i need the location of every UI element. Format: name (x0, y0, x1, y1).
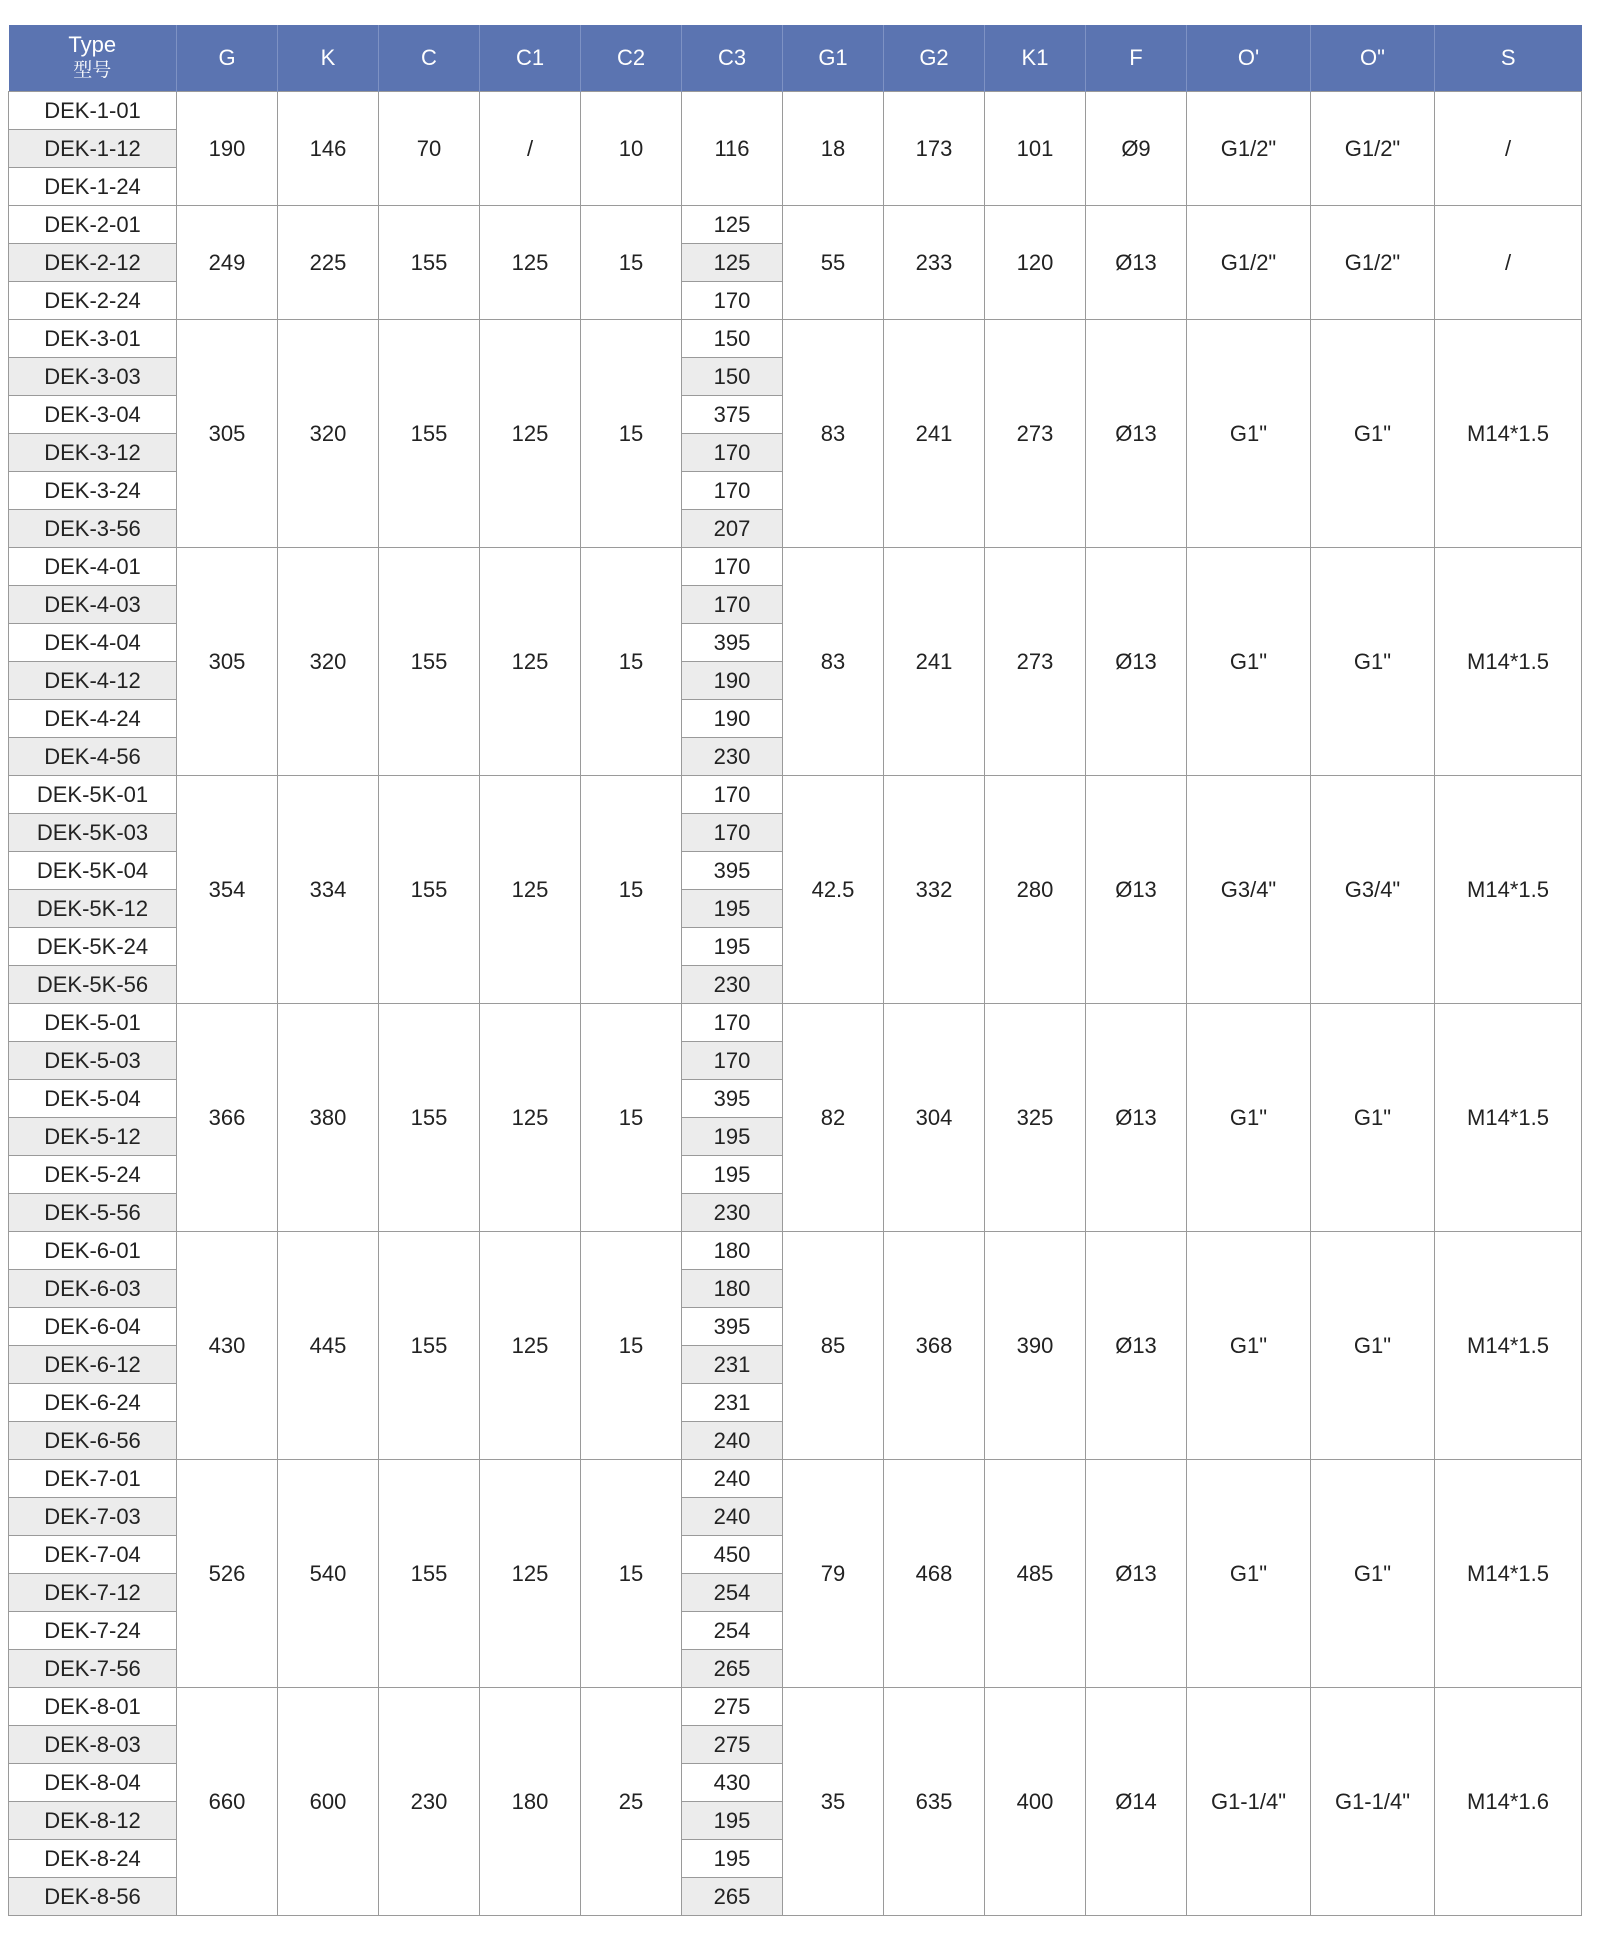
type-cell: DEK-3-24 (9, 472, 177, 510)
table-row (9, 206, 1582, 244)
value-g: 526 (177, 1460, 278, 1688)
value-k1: 400 (985, 1688, 1086, 1916)
value-k: 320 (278, 320, 379, 548)
value-c1: 125 (480, 1460, 581, 1688)
value-f: Ø13 (1086, 1232, 1187, 1460)
value-c3: 170 (682, 434, 783, 472)
value-c3: 195 (682, 1840, 783, 1878)
type-cell: DEK-5-03 (9, 1042, 177, 1080)
value-k: 334 (278, 776, 379, 1004)
value-f: Ø13 (1086, 206, 1187, 320)
value-c3: 125 (682, 244, 783, 282)
header-type (9, 25, 177, 92)
value-f: Ø13 (1086, 320, 1187, 548)
header-col: C3 (682, 25, 783, 92)
value-c2: 15 (581, 1232, 682, 1460)
value-o1: G1" (1187, 1460, 1311, 1688)
value-c2: 15 (581, 320, 682, 548)
type-cell: DEK-5K-56 (9, 966, 177, 1004)
type-cell: DEK-7-03 (9, 1498, 177, 1536)
table-row (9, 92, 1582, 130)
type-cell: DEK-5-56 (9, 1194, 177, 1232)
header-col: O" (1311, 25, 1435, 92)
value-c3: 195 (682, 928, 783, 966)
type-cell: DEK-6-04 (9, 1308, 177, 1346)
value-k: 540 (278, 1460, 379, 1688)
value-c3: 231 (682, 1346, 783, 1384)
value-g: 190 (177, 92, 278, 206)
value-g1: 79 (783, 1460, 884, 1688)
value-f: Ø13 (1086, 1004, 1187, 1232)
value-c3: 195 (682, 890, 783, 928)
value-c3: 375 (682, 396, 783, 434)
value-c3: 231 (682, 1384, 783, 1422)
value-c3: 240 (682, 1498, 783, 1536)
type-cell: DEK-2-24 (9, 282, 177, 320)
type-cell: DEK-5-24 (9, 1156, 177, 1194)
type-cell: DEK-4-12 (9, 662, 177, 700)
table-row (9, 776, 1582, 814)
value-k1: 280 (985, 776, 1086, 1004)
value-g2: 233 (884, 206, 985, 320)
value-c: 155 (379, 1232, 480, 1460)
value-s: M14*1.5 (1435, 548, 1582, 776)
value-c3: 430 (682, 1764, 783, 1802)
value-o1: G1/2" (1187, 206, 1311, 320)
value-c1: 125 (480, 1232, 581, 1460)
value-k: 146 (278, 92, 379, 206)
value-c3: 275 (682, 1688, 783, 1726)
value-c2: 15 (581, 776, 682, 1004)
value-c3: 170 (682, 586, 783, 624)
value-g2: 241 (884, 320, 985, 548)
value-o1: G1" (1187, 1004, 1311, 1232)
value-c3: 190 (682, 662, 783, 700)
type-cell: DEK-3-04 (9, 396, 177, 434)
value-c2: 15 (581, 1460, 682, 1688)
value-g1: 85 (783, 1232, 884, 1460)
value-c1: 125 (480, 1004, 581, 1232)
value-c3: 116 (682, 92, 783, 206)
value-g1: 18 (783, 92, 884, 206)
type-cell: DEK-6-12 (9, 1346, 177, 1384)
value-c1: 180 (480, 1688, 581, 1916)
value-f: Ø9 (1086, 92, 1187, 206)
header-type-en: Type (68, 32, 117, 57)
value-c3: 190 (682, 700, 783, 738)
type-cell: DEK-4-03 (9, 586, 177, 624)
value-o2: G1/2" (1311, 92, 1435, 206)
header-col: C1 (480, 25, 581, 92)
value-c3: 230 (682, 966, 783, 1004)
type-cell: DEK-4-24 (9, 700, 177, 738)
type-cell: DEK-8-24 (9, 1840, 177, 1878)
value-g1: 42.5 (783, 776, 884, 1004)
value-k1: 485 (985, 1460, 1086, 1688)
value-o1: G1" (1187, 548, 1311, 776)
type-cell: DEK-6-24 (9, 1384, 177, 1422)
type-cell: DEK-5K-03 (9, 814, 177, 852)
value-c2: 15 (581, 548, 682, 776)
value-f: Ø13 (1086, 1460, 1187, 1688)
value-g: 305 (177, 548, 278, 776)
value-c3: 170 (682, 1042, 783, 1080)
value-c3: 254 (682, 1574, 783, 1612)
value-g1: 55 (783, 206, 884, 320)
value-c3: 195 (682, 1156, 783, 1194)
value-k1: 390 (985, 1232, 1086, 1460)
table-row (9, 548, 1582, 586)
value-g: 430 (177, 1232, 278, 1460)
value-c3: 180 (682, 1270, 783, 1308)
value-c2: 15 (581, 206, 682, 320)
header-type-zh: 型号 (73, 60, 112, 81)
table-row (9, 1460, 1582, 1498)
type-cell: DEK-8-04 (9, 1764, 177, 1802)
value-k: 320 (278, 548, 379, 776)
value-c3: 395 (682, 852, 783, 890)
value-c3: 395 (682, 1308, 783, 1346)
type-cell: DEK-7-12 (9, 1574, 177, 1612)
value-f: Ø13 (1086, 548, 1187, 776)
type-cell: DEK-6-03 (9, 1270, 177, 1308)
header-col: K (278, 25, 379, 92)
value-c3: 254 (682, 1612, 783, 1650)
type-cell: DEK-5-01 (9, 1004, 177, 1042)
type-cell: DEK-2-12 (9, 244, 177, 282)
value-g2: 241 (884, 548, 985, 776)
value-c: 155 (379, 1460, 480, 1688)
value-g2: 635 (884, 1688, 985, 1916)
value-c3: 265 (682, 1878, 783, 1916)
type-cell: DEK-5-04 (9, 1080, 177, 1118)
type-cell: DEK-4-01 (9, 548, 177, 586)
type-cell: DEK-5K-12 (9, 890, 177, 928)
value-c3: 170 (682, 472, 783, 510)
value-c3: 240 (682, 1460, 783, 1498)
header-col: G (177, 25, 278, 92)
value-g2: 173 (884, 92, 985, 206)
value-c: 155 (379, 776, 480, 1004)
value-c: 155 (379, 320, 480, 548)
value-g1: 83 (783, 548, 884, 776)
value-g: 354 (177, 776, 278, 1004)
value-k1: 101 (985, 92, 1086, 206)
type-cell: DEK-1-24 (9, 168, 177, 206)
value-c: 230 (379, 1688, 480, 1916)
value-c3: 170 (682, 776, 783, 814)
header-col: O' (1187, 25, 1311, 92)
value-c3: 395 (682, 624, 783, 662)
type-cell: DEK-7-56 (9, 1650, 177, 1688)
value-g: 366 (177, 1004, 278, 1232)
value-c: 155 (379, 1004, 480, 1232)
value-o2: G3/4" (1311, 776, 1435, 1004)
value-o1: G3/4" (1187, 776, 1311, 1004)
value-c: 155 (379, 206, 480, 320)
value-c1: 125 (480, 320, 581, 548)
type-cell: DEK-4-56 (9, 738, 177, 776)
value-o2: G1" (1311, 1004, 1435, 1232)
value-k1: 273 (985, 320, 1086, 548)
value-o1: G1/2" (1187, 92, 1311, 206)
value-c3: 150 (682, 320, 783, 358)
value-c3: 450 (682, 1536, 783, 1574)
value-c3: 170 (682, 282, 783, 320)
value-g1: 83 (783, 320, 884, 548)
value-c3: 275 (682, 1726, 783, 1764)
table-row (9, 1004, 1582, 1042)
value-o2: G1" (1311, 548, 1435, 776)
type-cell: DEK-1-01 (9, 92, 177, 130)
value-g2: 332 (884, 776, 985, 1004)
value-o2: G1/2" (1311, 206, 1435, 320)
value-g1: 35 (783, 1688, 884, 1916)
value-o2: G1" (1311, 1232, 1435, 1460)
value-k1: 120 (985, 206, 1086, 320)
table-row (9, 320, 1582, 358)
value-c1: / (480, 92, 581, 206)
value-c2: 15 (581, 1004, 682, 1232)
value-f: Ø13 (1086, 776, 1187, 1004)
value-c1: 125 (480, 548, 581, 776)
table-body (9, 92, 1582, 1916)
value-k1: 273 (985, 548, 1086, 776)
value-s: M14*1.5 (1435, 776, 1582, 1004)
table-header (9, 25, 1582, 92)
value-c2: 10 (581, 92, 682, 206)
value-c3: 230 (682, 1194, 783, 1232)
type-cell: DEK-3-56 (9, 510, 177, 548)
type-cell: DEK-7-24 (9, 1612, 177, 1650)
type-cell: DEK-3-12 (9, 434, 177, 472)
value-c3: 170 (682, 814, 783, 852)
value-g2: 368 (884, 1232, 985, 1460)
value-g1: 82 (783, 1004, 884, 1232)
value-s: / (1435, 92, 1582, 206)
type-cell: DEK-8-01 (9, 1688, 177, 1726)
value-c: 70 (379, 92, 480, 206)
value-k: 445 (278, 1232, 379, 1460)
value-c3: 207 (682, 510, 783, 548)
value-c: 155 (379, 548, 480, 776)
value-c3: 265 (682, 1650, 783, 1688)
value-k: 225 (278, 206, 379, 320)
value-g: 249 (177, 206, 278, 320)
value-c3: 195 (682, 1118, 783, 1156)
value-c1: 125 (480, 206, 581, 320)
value-k: 380 (278, 1004, 379, 1232)
type-cell: DEK-5K-04 (9, 852, 177, 890)
value-o1: G1-1/4" (1187, 1688, 1311, 1916)
value-g: 660 (177, 1688, 278, 1916)
type-cell: DEK-4-04 (9, 624, 177, 662)
header-col: C (379, 25, 480, 92)
value-c3: 240 (682, 1422, 783, 1460)
value-g2: 304 (884, 1004, 985, 1232)
value-k1: 325 (985, 1004, 1086, 1232)
type-cell: DEK-1-12 (9, 130, 177, 168)
value-g2: 468 (884, 1460, 985, 1688)
value-f: Ø14 (1086, 1688, 1187, 1916)
header-col: K1 (985, 25, 1086, 92)
header-col: G1 (783, 25, 884, 92)
value-s: M14*1.5 (1435, 320, 1582, 548)
value-c3: 170 (682, 548, 783, 586)
value-c3: 180 (682, 1232, 783, 1270)
type-cell: DEK-2-01 (9, 206, 177, 244)
spec-table (8, 25, 1582, 1916)
type-cell: DEK-8-56 (9, 1878, 177, 1916)
type-cell: DEK-6-56 (9, 1422, 177, 1460)
value-s: M14*1.6 (1435, 1688, 1582, 1916)
value-o2: G1" (1311, 320, 1435, 548)
value-k: 600 (278, 1688, 379, 1916)
value-s: / (1435, 206, 1582, 320)
header-col: C2 (581, 25, 682, 92)
value-c1: 125 (480, 776, 581, 1004)
value-o1: G1" (1187, 320, 1311, 548)
table-row (9, 1232, 1582, 1270)
type-cell: DEK-5-12 (9, 1118, 177, 1156)
type-cell: DEK-7-01 (9, 1460, 177, 1498)
value-s: M14*1.5 (1435, 1232, 1582, 1460)
type-cell: DEK-5K-01 (9, 776, 177, 814)
header-col: G2 (884, 25, 985, 92)
value-o2: G1" (1311, 1460, 1435, 1688)
type-cell: DEK-7-04 (9, 1536, 177, 1574)
value-c3: 125 (682, 206, 783, 244)
value-o2: G1-1/4" (1311, 1688, 1435, 1916)
value-c3: 395 (682, 1080, 783, 1118)
type-cell: DEK-6-01 (9, 1232, 177, 1270)
value-c3: 230 (682, 738, 783, 776)
value-s: M14*1.5 (1435, 1004, 1582, 1232)
value-c3: 170 (682, 1004, 783, 1042)
header-col: F (1086, 25, 1187, 92)
value-s: M14*1.5 (1435, 1460, 1582, 1688)
value-c3: 150 (682, 358, 783, 396)
value-o1: G1" (1187, 1232, 1311, 1460)
value-c2: 25 (581, 1688, 682, 1916)
type-cell: DEK-3-03 (9, 358, 177, 396)
type-cell: DEK-8-12 (9, 1802, 177, 1840)
type-cell: DEK-3-01 (9, 320, 177, 358)
table-row (9, 1688, 1582, 1726)
type-cell: DEK-5K-24 (9, 928, 177, 966)
value-g: 305 (177, 320, 278, 548)
header-col: S (1435, 25, 1582, 92)
value-c3: 195 (682, 1802, 783, 1840)
type-cell: DEK-8-03 (9, 1726, 177, 1764)
